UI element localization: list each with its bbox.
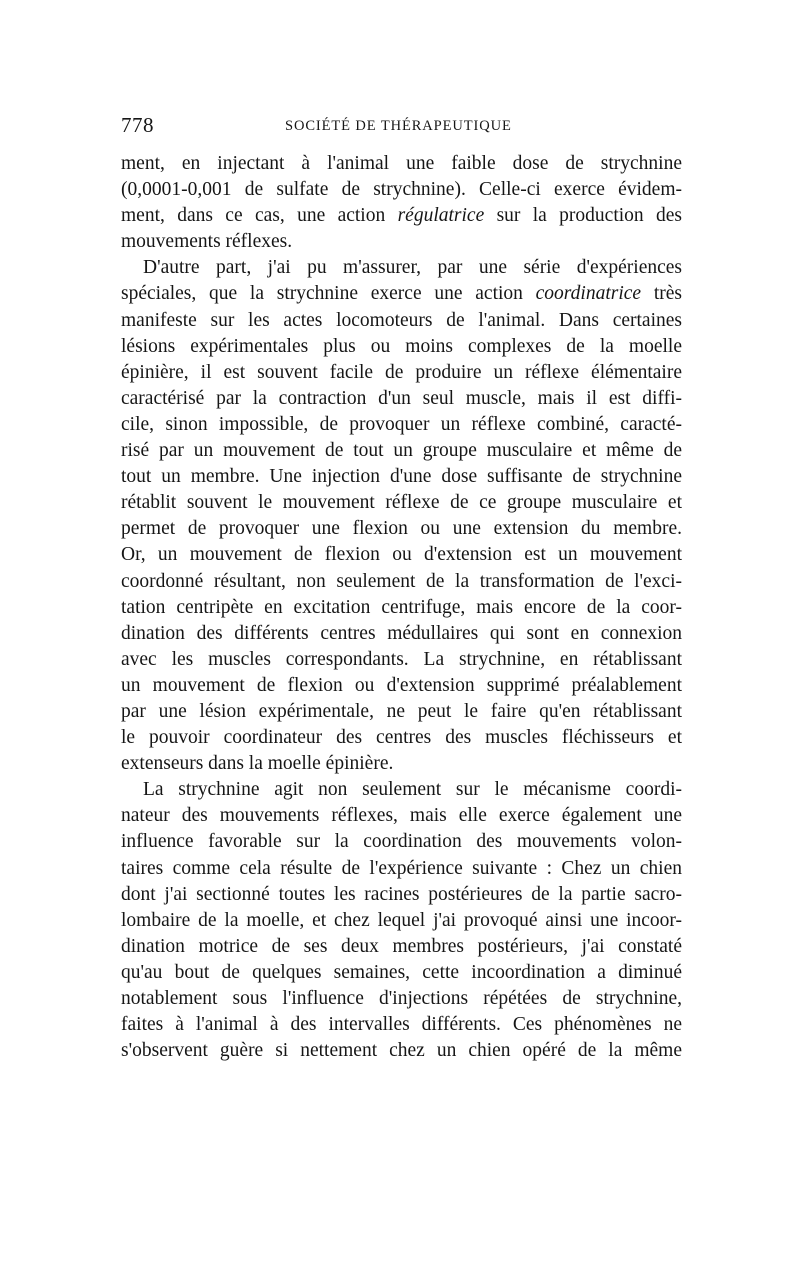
- text-line: [121, 777, 682, 803]
- text-line: [121, 360, 682, 386]
- text-segment: dont j'ai sectionné toutes les racines postérieures de la partie sacro-: [121, 883, 682, 905]
- text-segment: avec les muscles correspondants. La strychnine, en rétablissant: [121, 648, 682, 670]
- text-segment: un mouvement de flexion ou d'extension supprimé préalablement: [121, 674, 682, 696]
- page-number: 778: [121, 113, 154, 137]
- text-segment: faites à l'animal à des intervalles différents. Ces phénomènes ne: [121, 1014, 682, 1036]
- italic-term: régulatrice: [397, 205, 485, 227]
- text-segment: La strychnine agit non seulement sur le mécanisme coordi-: [143, 779, 682, 801]
- text-segment: mouvements réflexes.: [121, 231, 293, 253]
- text-segment: très: [641, 283, 682, 305]
- text-segment: par une lésion expérimentale, ne peut le faire qu'en rétablissant: [121, 700, 682, 722]
- text-line: [121, 334, 682, 360]
- text-line: [121, 1038, 682, 1064]
- text-segment: lésions expérimentales plus ou moins complexes de la moelle: [121, 335, 682, 357]
- text-line: [121, 255, 682, 281]
- text-segment: épinière, il est souvent facile de produire un réflexe élémentaire: [121, 361, 682, 383]
- text-line: [121, 308, 682, 334]
- paragraph: [121, 255, 682, 777]
- text-line: [121, 203, 682, 229]
- text-line: [121, 177, 682, 203]
- text-line: [121, 699, 682, 725]
- text-segment: sur la production des: [484, 205, 682, 227]
- text-segment: tout un membre. Une injection d'une dose suffisante de strychnine: [121, 466, 682, 488]
- text-line: [121, 751, 682, 777]
- running-title: SOCIÉTÉ DE THÉRAPEUTIQUE: [285, 118, 512, 134]
- italic-term: coordinatrice: [535, 283, 642, 305]
- text-line: [121, 621, 682, 647]
- text-line: [121, 490, 682, 516]
- text-line: [121, 673, 682, 699]
- text-segment: (0,0001-0,001 de sulfate de strychnine). Celle-ci exerce évidem-: [121, 179, 682, 201]
- text-line: [121, 829, 682, 855]
- text-segment: Or, un mouvement de flexion ou d'extension est un mouvement: [121, 544, 682, 566]
- text-segment: spéciales, que la strychnine exerce une action: [121, 283, 536, 305]
- text-segment: coordonné résultant, non seulement de la transformation de l'exci-: [121, 570, 682, 592]
- running-head: [121, 113, 682, 139]
- text-segment: risé par un mouvement de tout un groupe musculaire et même de: [121, 440, 682, 462]
- paragraph: [121, 777, 682, 1064]
- paragraph: [121, 151, 682, 255]
- text-line: [121, 882, 682, 908]
- text-segment: dination motrice de ses deux membres postérieurs, j'ai constaté: [121, 935, 682, 957]
- text-line: [121, 412, 682, 438]
- text-line: [121, 960, 682, 986]
- text-line: [121, 281, 682, 307]
- text-line: [121, 151, 682, 177]
- text-segment: dination des différents centres médullaires qui sont en connexion: [121, 622, 682, 644]
- text-line: [121, 725, 682, 751]
- text-line: [121, 542, 682, 568]
- text-segment: tation centripète en excitation centrifuge, mais encore de la coor-: [121, 596, 682, 618]
- text-segment: s'observent guère si nettement chez un chien opéré de la même: [121, 1040, 682, 1062]
- text-line: [121, 569, 682, 595]
- text-line: [121, 856, 682, 882]
- text-segment: nateur des mouvements réflexes, mais elle exerce également une: [121, 805, 682, 827]
- text-line: [121, 1012, 682, 1038]
- text-line: [121, 595, 682, 621]
- text-line: [121, 934, 682, 960]
- text-segment: le pouvoir coordinateur des centres des muscles fléchisseurs et: [121, 727, 682, 749]
- text-segment: manifeste sur les actes locomoteurs de l'animal. Dans certaines: [121, 309, 682, 331]
- text-segment: permet de provoquer une flexion ou une extension du membre.: [121, 518, 682, 540]
- text-segment: taires comme cela résulte de l'expérience suivante : Chez un chien: [121, 857, 682, 879]
- text-line: [121, 229, 682, 255]
- text-segment: caractérisé par la contraction d'un seul muscle, mais il est diffi-: [121, 387, 682, 409]
- text-line: [121, 803, 682, 829]
- text-segment: ment, en injectant à l'animal une faible dose de strychnine: [121, 153, 682, 174]
- body-text: [121, 151, 682, 1064]
- text-segment: cile, sinon impossible, de provoquer un réflexe combiné, caracté-: [121, 413, 682, 435]
- text-segment: lombaire de la moelle, et chez lequel j'ai provoqué ainsi une incoor-: [121, 909, 682, 931]
- text-line: [121, 464, 682, 490]
- text-segment: ment, dans ce cas, une action: [121, 205, 398, 227]
- text-line: [121, 386, 682, 412]
- text-line: [121, 516, 682, 542]
- text-segment: rétablit souvent le mouvement réflexe de ce groupe musculaire et: [121, 492, 682, 514]
- text-line: [121, 438, 682, 464]
- text-segment: extenseurs dans la moelle épinière.: [121, 753, 394, 775]
- text-segment: influence favorable sur la coordination des mouvements volon-: [121, 831, 682, 853]
- text-segment: qu'au bout de quelques semaines, cette incoordination a diminué: [121, 961, 682, 983]
- text-line: [121, 647, 682, 673]
- text-segment: D'autre part, j'ai pu m'assurer, par une série d'expériences: [143, 257, 682, 279]
- text-line: [121, 908, 682, 934]
- text-line: [121, 986, 682, 1012]
- text-segment: notablement sous l'influence d'injections répétées de strychnine,: [121, 988, 682, 1009]
